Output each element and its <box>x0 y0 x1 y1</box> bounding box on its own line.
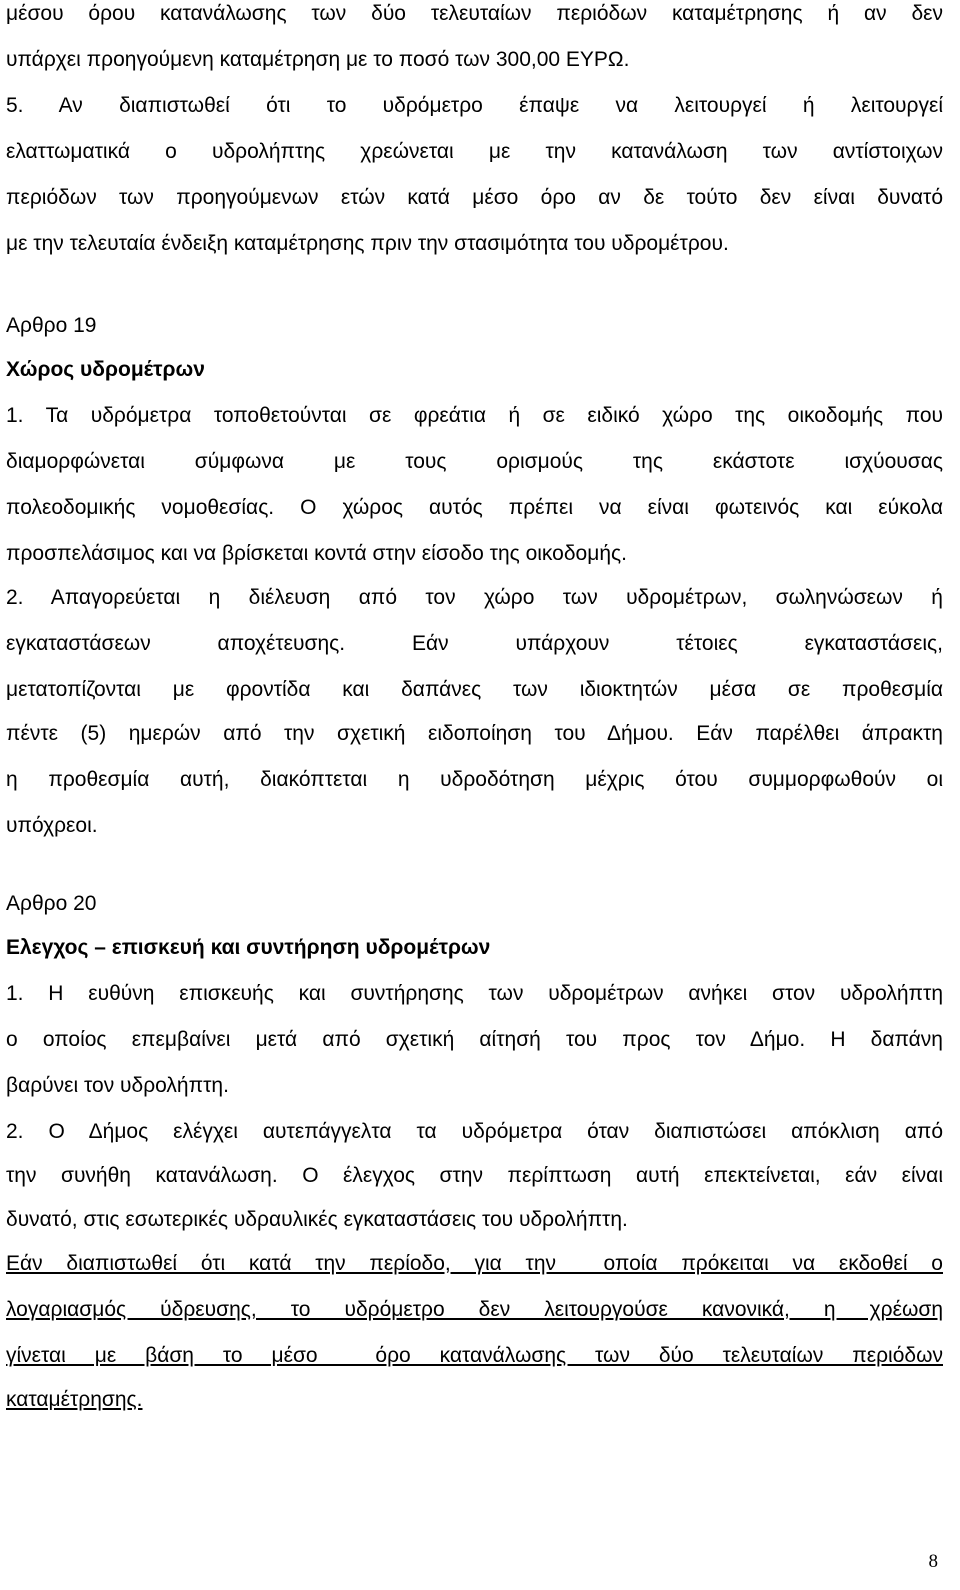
text-line: εγκαταστάσεων αποχέτευσης. Εάν υπάρχουν τέτοιες εγκαταστάσεις, <box>6 632 943 655</box>
underlined-text-line: λογαριασμός ύδρευσης, το υδρόμετρο δεν λειτουργούσε κανονικά, η χρέωση <box>6 1298 943 1321</box>
text-line: 2. Απαγορεύεται η διέλευση από τον χώρο των υδρομέτρων, σωληνώσεων ή <box>6 586 943 609</box>
text-line: προσπελάσιμος και να βρίσκεται κοντά στην είσοδο της οικοδομής. <box>6 542 627 565</box>
text-line: με την τελευταία ένδειξη καταμέτρησης πριν την στασιμότητα του υδρομέτρου. <box>6 232 729 255</box>
text-line: υπόχρεοι. <box>6 814 98 837</box>
text-line: διαμορφώνεται σύμφωνα με τους ορισμούς της εκάστοτε ισχύουσας <box>6 450 943 473</box>
text-line: μέσου όρου κατανάλωσης των δύο τελευταίων περιόδων καταμέτρησης ή αν δεν <box>6 2 943 25</box>
text-line: μετατοπίζονται με φροντίδα και δαπάνες των ιδιοκτητών μέσα σε προθεσμία <box>6 678 943 701</box>
underlined-text-line: Εάν διαπιστωθεί ότι κατά την περίοδο, για την οποία πρόκειται να εκδοθεί ο <box>6 1252 943 1275</box>
text-line: πολεοδομικής νομοθεσίας. Ο χώρος αυτός πρέπει να είναι φωτεινός και εύκολα <box>6 496 943 519</box>
underlined-text-line: γίνεται με βάση το μέσο όρο κατανάλωσης των δύο τελευταίων περιόδων <box>6 1344 943 1367</box>
text-line: δυνατό, στις εσωτερικές υδραυλικές εγκαταστάσεις του υδρολήπτη. <box>6 1208 628 1231</box>
underlined-text-line: καταμέτρησης. <box>6 1388 143 1411</box>
text-line: βαρύνει τον υδρολήπτη. <box>6 1074 229 1097</box>
article-heading: Αρθρο 19 <box>6 314 97 337</box>
text-line: ο οποίος επεμβαίνει μετά από σχετική αίτησή του προς τον Δήμο. Η δαπάνη <box>6 1028 943 1051</box>
text-line: περιόδων των προηγούμενων ετών κατά μέσο όρο αν δε τούτο δεν είναι δυνατό <box>6 186 943 209</box>
text-line: 2. Ο Δήμος ελέγχει αυτεπάγγελτα τα υδρόμετρα όταν διαπιστώσει απόκλιση από <box>6 1120 943 1143</box>
text-line: 5. Αν διαπιστωθεί ότι το υδρόμετρο έπαψε να λειτουργεί ή λειτουργεί <box>6 94 943 117</box>
article-title: Ελεγχος – επισκευή και συντήρηση υδρομέτρων <box>6 936 491 959</box>
article-heading: Αρθρο 20 <box>6 892 97 915</box>
text-line: 1. Η ευθύνη επισκευής και συντήρησης των υδρομέτρων ανήκει στον υδρολήπτη <box>6 982 943 1005</box>
text-line: την συνήθη κατανάλωση. Ο έλεγχος στην περίπτωση αυτή επεκτείνεται, εάν είναι <box>6 1164 943 1187</box>
text-line: ελαττωματικά ο υδρολήπτης χρεώνεται με την κατανάλωση των αντίστοιχων <box>6 140 943 163</box>
text-line: πέντε (5) ημερών από την σχετική ειδοποίηση του Δήμου. Εάν παρέλθει άπρακτη <box>6 722 943 745</box>
text-line: υπάρχει προηγούμενη καταμέτρηση με το ποσό των 300,00 ΕΥΡΩ. <box>6 48 630 71</box>
text-line: η προθεσμία αυτή, διακόπτεται η υδροδότηση μέχρις ότου συμμορφωθούν οι <box>6 768 943 791</box>
text-line: 1. Τα υδρόμετρα τοποθετούνται σε φρεάτια ή σε ειδικό χώρο της οικοδομής που <box>6 404 943 427</box>
article-title: Χώρος υδρομέτρων <box>6 358 205 381</box>
page-number: 8 <box>928 1551 938 1572</box>
